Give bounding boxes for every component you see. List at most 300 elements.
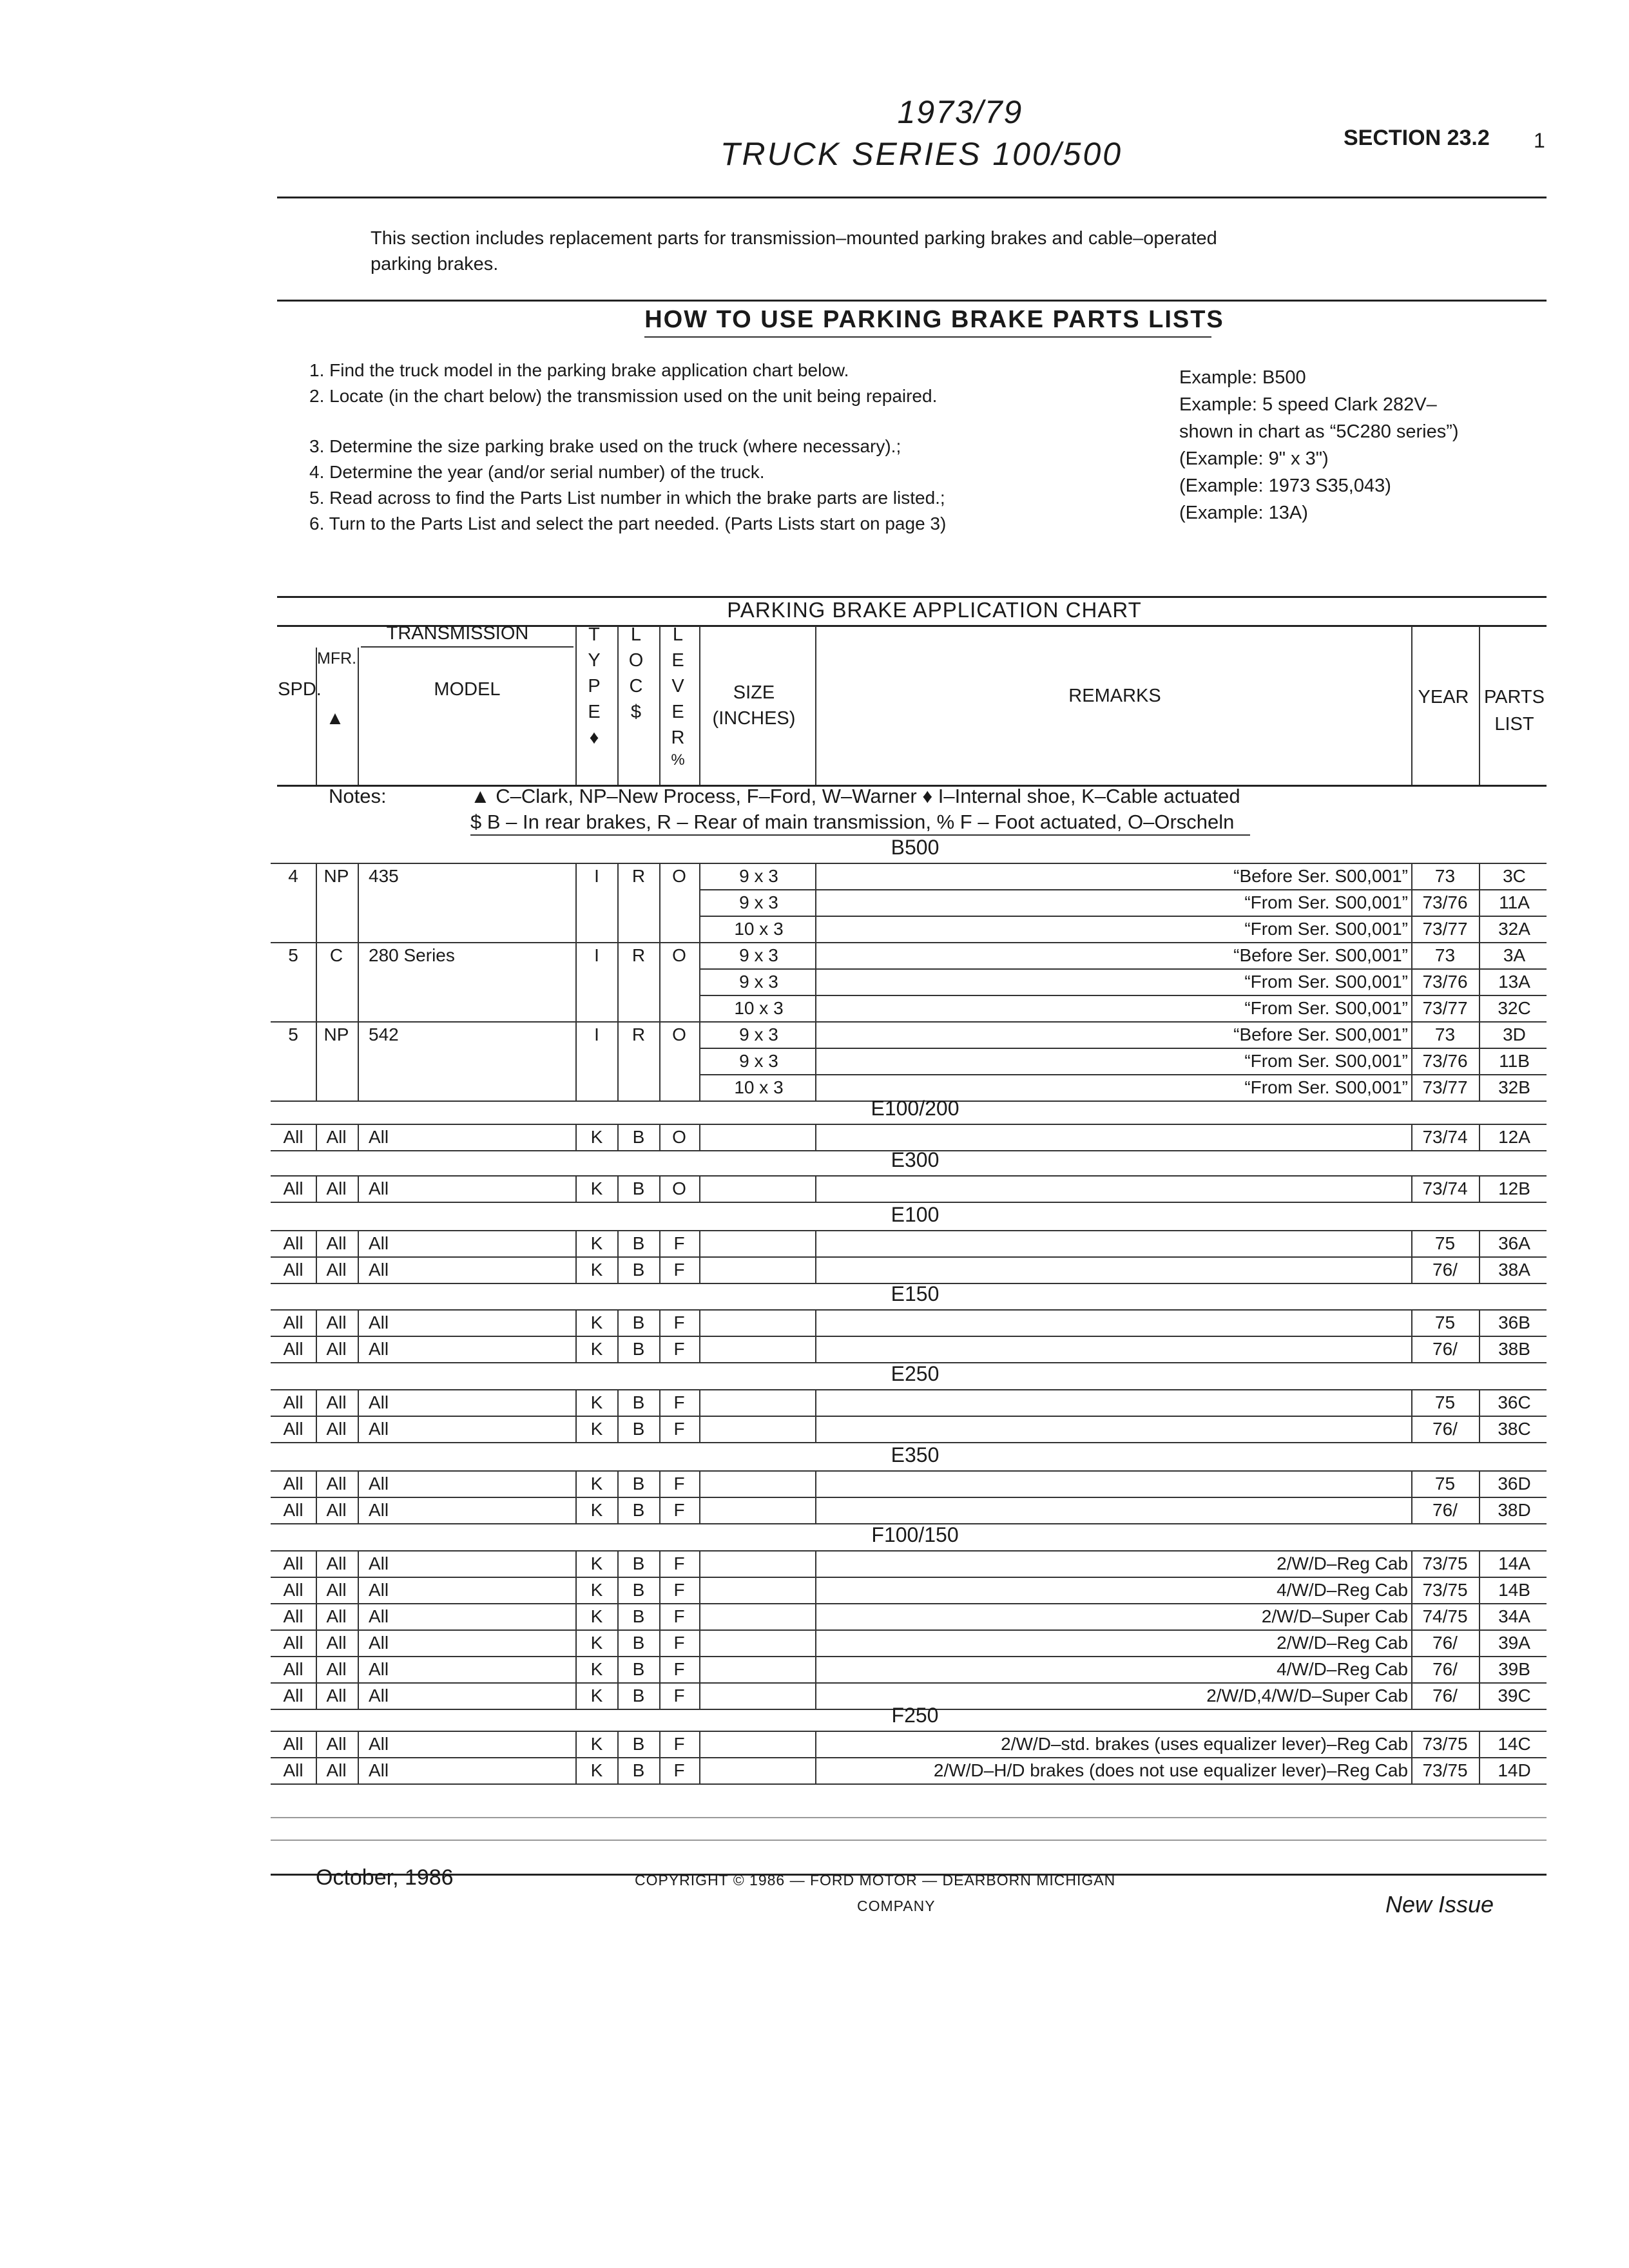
column-divider xyxy=(815,1309,816,1362)
intro-line: This section includes replacement parts for transmission–mounted parking brakes and cable–operated xyxy=(371,228,1217,249)
cell-lever: O xyxy=(672,866,686,886)
cell-year: 76/ xyxy=(1432,1500,1458,1520)
example-item: (Example: 9" x 3") xyxy=(1179,448,1329,469)
cell-mfr: All xyxy=(326,1553,347,1573)
header-lever-letter: E xyxy=(671,650,684,671)
cell-loc: B xyxy=(632,1580,645,1600)
cell-type: K xyxy=(590,1178,603,1198)
cell-mfr: All xyxy=(326,1580,347,1600)
step-item: 4. Determine the year (and/or serial number) of the truck. xyxy=(309,462,765,482)
cell-mfr: NP xyxy=(323,866,349,886)
cell-model: All xyxy=(369,1760,389,1780)
cell-list: 13A xyxy=(1498,972,1530,992)
cell-year: 75 xyxy=(1434,1312,1456,1332)
cell-model: All xyxy=(369,1500,389,1520)
column-divider xyxy=(316,1230,317,1283)
cell-remarks: 2/W/D–Super Cab xyxy=(1261,1606,1408,1626)
group-heading: F250 xyxy=(891,1704,939,1727)
cell-list: 36D xyxy=(1498,1474,1531,1494)
cell-model: 435 xyxy=(369,866,399,886)
row-subrule xyxy=(699,1048,1547,1049)
cell-lever: F xyxy=(673,1606,685,1626)
cell-size: 10 x 3 xyxy=(734,998,784,1018)
cell-mfr: All xyxy=(326,1127,347,1147)
cell-year: 73 xyxy=(1434,945,1456,965)
group-rule xyxy=(271,1470,1547,1472)
row-subrule xyxy=(699,1074,1547,1075)
cell-list: 36C xyxy=(1498,1392,1531,1412)
group-heading: B500 xyxy=(891,836,940,859)
cell-list: 3D xyxy=(1503,1024,1526,1044)
column-divider xyxy=(699,863,700,1100)
cell-remarks: “From Ser. S00,001” xyxy=(1244,1077,1408,1097)
cell-loc: B xyxy=(632,1474,645,1494)
cell-model: All xyxy=(369,1312,389,1332)
header-rule xyxy=(277,197,1547,198)
column-divider xyxy=(316,1389,317,1442)
cell-list: 3C xyxy=(1503,866,1526,886)
group-heading: E300 xyxy=(891,1148,940,1171)
step-item: 3. Determine the size parking brake used on the truck (where necessary).; xyxy=(309,436,901,456)
row-rule xyxy=(271,1577,1547,1578)
cell-type: K xyxy=(590,1606,603,1626)
cell-remarks: 2/W/D–Reg Cab xyxy=(1277,1633,1408,1653)
cell-mfr: NP xyxy=(323,1024,349,1044)
footer-status: New Issue xyxy=(1385,1891,1494,1917)
cell-remarks: “From Ser. S00,001” xyxy=(1244,1051,1408,1071)
row-rule xyxy=(271,1603,1547,1604)
column-divider xyxy=(1411,1175,1412,1202)
column-divider xyxy=(575,1309,577,1362)
cell-year: 73/74 xyxy=(1422,1178,1468,1198)
cell-year: 73/76 xyxy=(1422,1051,1468,1071)
cell-lever: F xyxy=(673,1580,685,1600)
cell-size: 10 x 3 xyxy=(734,1077,784,1097)
cell-list: 3A xyxy=(1503,945,1526,965)
cell-model: All xyxy=(369,1633,389,1653)
cell-remarks: “From Ser. S00,001” xyxy=(1244,892,1408,912)
row-rule xyxy=(271,1682,1547,1684)
header-lever-letter: R xyxy=(671,727,685,748)
header-model: MODEL xyxy=(434,679,501,700)
row-rule xyxy=(271,1783,1547,1785)
header-loc xyxy=(622,622,650,725)
cell-lever: F xyxy=(673,1474,685,1494)
cell-loc: B xyxy=(632,1312,645,1332)
cell-year: 73/76 xyxy=(1422,972,1468,992)
example-item: Example: B500 xyxy=(1179,367,1306,388)
column-divider xyxy=(1411,1470,1412,1523)
column-divider xyxy=(815,863,816,1100)
group-rule xyxy=(271,1175,1547,1177)
cell-list: 36A xyxy=(1498,1233,1530,1253)
header-size-unit: (INCHES) xyxy=(712,708,796,729)
transmission-underline xyxy=(361,646,574,648)
column-divider xyxy=(815,1470,816,1523)
cell-type: K xyxy=(590,1500,603,1520)
cell-loc: B xyxy=(632,1500,645,1520)
header-divider xyxy=(1479,626,1480,786)
column-divider xyxy=(659,1550,660,1709)
column-divider xyxy=(575,1470,577,1523)
cell-spd: All xyxy=(283,1178,304,1198)
step-item: 6. Turn to the Parts List and select the part needed. (Parts Lists start on page 3) xyxy=(309,514,947,533)
cell-loc: B xyxy=(632,1606,645,1626)
cell-loc: B xyxy=(632,1178,645,1198)
cell-spd: All xyxy=(283,1734,304,1754)
cell-size: 10 x 3 xyxy=(734,919,784,939)
cell-lever: O xyxy=(672,1024,686,1044)
cell-type: K xyxy=(590,1553,603,1573)
cell-spd: All xyxy=(283,1553,304,1573)
group-heading: F100/150 xyxy=(871,1523,959,1546)
cell-mfr: C xyxy=(329,945,343,965)
column-divider xyxy=(575,1389,577,1442)
header-type xyxy=(580,622,608,751)
column-divider xyxy=(1479,1175,1480,1202)
column-divider xyxy=(815,1389,816,1442)
cell-lever: F xyxy=(673,1686,685,1706)
example-item: (Example: 1973 S35,043) xyxy=(1179,476,1391,496)
notes-line-1: ▲ C–Clark, NP–New Process, F–Ford, W–Warner ♦ I–Internal shoe, K–Cable actuated xyxy=(470,785,1240,807)
header-divider xyxy=(815,626,816,786)
cell-model: All xyxy=(369,1734,389,1754)
column-divider xyxy=(1479,1470,1480,1523)
cell-remarks: “Before Ser. S00,001” xyxy=(1233,1024,1408,1044)
cell-lever: F xyxy=(673,1760,685,1780)
cell-lever: O xyxy=(672,1178,686,1198)
header-lever-percent: % xyxy=(671,751,685,769)
cell-list: 11A xyxy=(1499,892,1530,912)
column-divider xyxy=(575,1731,577,1783)
column-divider xyxy=(659,1124,660,1150)
column-divider xyxy=(659,863,660,1100)
column-divider xyxy=(699,1124,700,1150)
column-divider xyxy=(659,1309,660,1362)
cell-model: 280 Series xyxy=(369,945,455,965)
column-divider xyxy=(815,1124,816,1150)
cell-loc: R xyxy=(631,866,646,886)
cell-type: K xyxy=(590,1633,603,1653)
cell-year: 75 xyxy=(1434,1392,1456,1412)
group-heading: E100/200 xyxy=(871,1097,959,1120)
cell-mfr: All xyxy=(326,1474,347,1494)
column-divider xyxy=(1479,863,1480,1100)
column-divider xyxy=(1411,1230,1412,1283)
cell-loc: B xyxy=(632,1633,645,1653)
cell-size: 9 x 3 xyxy=(739,866,778,886)
column-divider xyxy=(1479,1550,1480,1709)
cell-type: I xyxy=(594,1024,599,1044)
cell-mfr: All xyxy=(326,1178,347,1198)
header-lever-letter: V xyxy=(671,676,684,697)
cell-model: All xyxy=(369,1686,389,1706)
column-divider xyxy=(815,1230,816,1283)
row-subrule xyxy=(699,889,1547,890)
cell-model: All xyxy=(369,1260,389,1280)
header-type-letter: P xyxy=(588,676,601,697)
cell-remarks: 2/W/D–Reg Cab xyxy=(1277,1553,1408,1573)
column-divider xyxy=(358,1309,359,1362)
example-item: shown in chart as “5C280 series”) xyxy=(1179,421,1459,442)
cell-lever: F xyxy=(673,1659,685,1679)
cell-year: 73 xyxy=(1434,1024,1456,1044)
group-rule xyxy=(271,1550,1547,1552)
cell-mfr: All xyxy=(326,1419,347,1439)
column-divider xyxy=(1479,1124,1480,1150)
cell-year: 76/ xyxy=(1432,1260,1458,1280)
cell-loc: B xyxy=(632,1760,645,1780)
howto-steps xyxy=(309,358,1147,537)
column-divider xyxy=(617,1230,619,1283)
header-type-letter: T xyxy=(588,624,600,645)
cell-list: 32B xyxy=(1498,1077,1530,1097)
cell-remarks: 4/W/D–Reg Cab xyxy=(1277,1659,1408,1679)
example-item: Example: 5 speed Clark 282V– xyxy=(1179,394,1437,415)
cell-type: K xyxy=(590,1339,603,1359)
column-divider xyxy=(1411,1389,1412,1442)
footer-date: October, 1986 xyxy=(316,1865,454,1890)
cell-spd: All xyxy=(283,1339,304,1359)
column-divider xyxy=(617,863,619,1100)
header-type-letter: E xyxy=(588,702,601,722)
cell-mfr: All xyxy=(326,1233,347,1253)
header-spd: SPD. xyxy=(278,679,322,700)
cell-type: K xyxy=(590,1659,603,1679)
header-mfr: MFR. xyxy=(317,649,357,668)
cell-mfr: All xyxy=(326,1260,347,1280)
header-transmission: TRANSMISSION xyxy=(386,623,529,644)
column-divider xyxy=(1411,1550,1412,1709)
cell-mfr: All xyxy=(326,1633,347,1653)
cell-spd: All xyxy=(283,1233,304,1253)
cell-type: K xyxy=(590,1734,603,1754)
howto-title: HOW TO USE PARKING BRAKE PARTS LISTS xyxy=(644,306,1224,333)
column-divider xyxy=(659,1175,660,1202)
cell-year: 73 xyxy=(1434,866,1456,886)
cell-list: 39C xyxy=(1498,1686,1531,1706)
cell-type: I xyxy=(594,945,599,965)
blank-rule xyxy=(271,1840,1547,1841)
cell-list: 38D xyxy=(1498,1500,1531,1520)
column-divider xyxy=(358,1124,359,1150)
header-loc-letter: O xyxy=(628,650,644,671)
howto-examples xyxy=(1179,364,1566,526)
column-divider xyxy=(699,1389,700,1442)
cell-type: K xyxy=(590,1260,603,1280)
cell-loc: B xyxy=(632,1127,645,1147)
column-divider xyxy=(575,1550,577,1709)
cell-list: 14B xyxy=(1498,1580,1530,1600)
row-rule xyxy=(271,1629,1547,1631)
cell-mfr: All xyxy=(326,1312,347,1332)
example-item: (Example: 13A) xyxy=(1179,503,1308,523)
cell-loc: B xyxy=(632,1553,645,1573)
column-divider xyxy=(1411,863,1412,1100)
document-years: 1973/79 xyxy=(897,94,1023,130)
cell-year: 76/ xyxy=(1432,1659,1458,1679)
cell-list: 39A xyxy=(1498,1633,1530,1653)
cell-loc: B xyxy=(632,1686,645,1706)
cell-type: K xyxy=(590,1312,603,1332)
group-heading: E250 xyxy=(891,1362,940,1385)
header-divider xyxy=(617,626,619,786)
column-divider xyxy=(617,1124,619,1150)
cell-type: K xyxy=(590,1760,603,1780)
cell-size: 9 x 3 xyxy=(739,1051,778,1071)
cell-remarks: 2/W/D–std. brakes (uses equalizer lever)–Reg Cab xyxy=(1001,1734,1408,1754)
cell-spd: All xyxy=(283,1312,304,1332)
column-divider xyxy=(316,1175,317,1202)
cell-year: 73/77 xyxy=(1422,998,1468,1018)
intro-paragraph xyxy=(371,226,1337,277)
header-loc-letter: $ xyxy=(630,702,642,722)
header-parts: PARTS xyxy=(1483,687,1545,707)
footer-copyright: COPYRIGHT © 1986 — FORD MOTOR — DEARBORN MICHIGAN xyxy=(635,1872,1116,1888)
column-divider xyxy=(659,1470,660,1523)
header-lever xyxy=(664,622,692,770)
cell-year: 73/75 xyxy=(1422,1760,1468,1780)
intro-line: parking brakes. xyxy=(371,254,499,274)
cell-spd: All xyxy=(283,1392,304,1412)
column-divider xyxy=(659,1731,660,1783)
column-divider xyxy=(575,863,577,1100)
cell-type: I xyxy=(594,866,599,886)
cell-year: 73/75 xyxy=(1422,1553,1468,1573)
document-title: TRUCK SERIES 100/500 xyxy=(720,136,1123,172)
cell-list: 14D xyxy=(1498,1760,1531,1780)
header-divider xyxy=(575,626,577,786)
cell-list: 14A xyxy=(1498,1553,1530,1573)
cell-list: 12A xyxy=(1498,1127,1530,1147)
row-rule xyxy=(271,1336,1547,1337)
cell-spd: 5 xyxy=(288,945,298,965)
column-divider xyxy=(316,1470,317,1523)
header-lever-letter: L xyxy=(672,624,684,645)
row-subrule xyxy=(699,968,1547,970)
header-list: LIST xyxy=(1494,714,1534,735)
cell-loc: R xyxy=(631,1024,646,1044)
header-divider xyxy=(1411,626,1412,786)
step-item: 5. Read across to find the Parts List number in which the brake parts are listed.; xyxy=(309,488,945,508)
cell-year: 73/77 xyxy=(1422,919,1468,939)
column-divider xyxy=(699,1550,700,1709)
cell-loc: R xyxy=(631,945,646,965)
cell-mfr: All xyxy=(326,1760,347,1780)
column-divider xyxy=(699,1230,700,1283)
cell-model: All xyxy=(369,1392,389,1412)
step-item: 2. Locate (in the chart below) the transmission used on the unit being repaired. xyxy=(309,386,938,406)
cell-spd: 5 xyxy=(288,1024,298,1044)
row-subrule xyxy=(699,995,1547,996)
cell-loc: B xyxy=(632,1233,645,1253)
cell-spd: All xyxy=(283,1474,304,1494)
cell-lever: F xyxy=(673,1260,685,1280)
column-divider xyxy=(815,1550,816,1709)
header-size: SIZE xyxy=(733,682,775,703)
cell-spd: All xyxy=(283,1659,304,1679)
cell-list: 11B xyxy=(1499,1051,1530,1071)
cell-type: K xyxy=(590,1127,603,1147)
column-divider xyxy=(659,1230,660,1283)
cell-lever: O xyxy=(672,1127,686,1147)
cell-remarks: “Before Ser. S00,001” xyxy=(1233,866,1408,886)
column-divider xyxy=(815,1731,816,1783)
cell-mfr: All xyxy=(326,1392,347,1412)
cell-mfr: All xyxy=(326,1686,347,1706)
cell-remarks: “From Ser. S00,001” xyxy=(1244,998,1408,1018)
cell-lever: F xyxy=(673,1500,685,1520)
column-divider xyxy=(316,1550,317,1709)
column-divider xyxy=(575,1124,577,1150)
cell-loc: B xyxy=(632,1339,645,1359)
cell-list: 32C xyxy=(1498,998,1531,1018)
cell-loc: B xyxy=(632,1659,645,1679)
column-divider xyxy=(617,1470,619,1523)
cell-remarks: 4/W/D–Reg Cab xyxy=(1277,1580,1408,1600)
column-divider xyxy=(358,1731,359,1783)
cell-model: All xyxy=(369,1419,389,1439)
column-divider xyxy=(617,1389,619,1442)
cell-mfr: All xyxy=(326,1734,347,1754)
cell-model: All xyxy=(369,1233,389,1253)
cell-spd: All xyxy=(283,1686,304,1706)
cell-size: 9 x 3 xyxy=(739,892,778,912)
group-rule xyxy=(271,1309,1547,1311)
cell-list: 38B xyxy=(1498,1339,1530,1359)
cell-year: 73/75 xyxy=(1422,1734,1468,1754)
notes-line-2: $ B – In rear brakes, R – Rear of main transmission, % F – Foot actuated, O–Orscheln xyxy=(470,811,1235,833)
header-divider xyxy=(659,626,660,786)
cell-list: 39B xyxy=(1498,1659,1530,1679)
cell-spd: All xyxy=(283,1127,304,1147)
column-divider xyxy=(316,1309,317,1362)
row-rule xyxy=(271,1497,1547,1498)
column-divider xyxy=(617,1731,619,1783)
footer-company: COMPANY xyxy=(857,1898,936,1914)
cell-list: 38A xyxy=(1498,1260,1530,1280)
cell-lever: F xyxy=(673,1392,685,1412)
header-divider xyxy=(316,648,317,786)
cell-list: 38C xyxy=(1498,1419,1531,1439)
cell-lever: F xyxy=(673,1312,685,1332)
notes-label: Notes: xyxy=(329,785,387,807)
cell-lever: F xyxy=(673,1734,685,1754)
cell-lever: F xyxy=(673,1233,685,1253)
row-rule xyxy=(271,1416,1547,1417)
column-divider xyxy=(617,1309,619,1362)
group-rule xyxy=(271,863,1547,864)
cell-lever: F xyxy=(673,1339,685,1359)
column-divider xyxy=(316,863,317,1100)
cell-year: 75 xyxy=(1434,1474,1456,1494)
cell-spd: All xyxy=(283,1633,304,1653)
column-divider xyxy=(699,1731,700,1783)
cell-lever: F xyxy=(673,1419,685,1439)
cell-lever: F xyxy=(673,1553,685,1573)
cell-year: 73/77 xyxy=(1422,1077,1468,1097)
column-divider xyxy=(1479,1389,1480,1442)
step-item: 1. Find the truck model in the parking brake application chart below. xyxy=(309,360,849,380)
cell-list: 34A xyxy=(1498,1606,1530,1626)
column-divider xyxy=(699,1309,700,1362)
cell-loc: B xyxy=(632,1734,645,1754)
cell-type: K xyxy=(590,1474,603,1494)
howto-underline xyxy=(644,336,1211,338)
cell-year: 76/ xyxy=(1432,1686,1458,1706)
cell-model: All xyxy=(369,1659,389,1679)
cell-type: K xyxy=(590,1686,603,1706)
